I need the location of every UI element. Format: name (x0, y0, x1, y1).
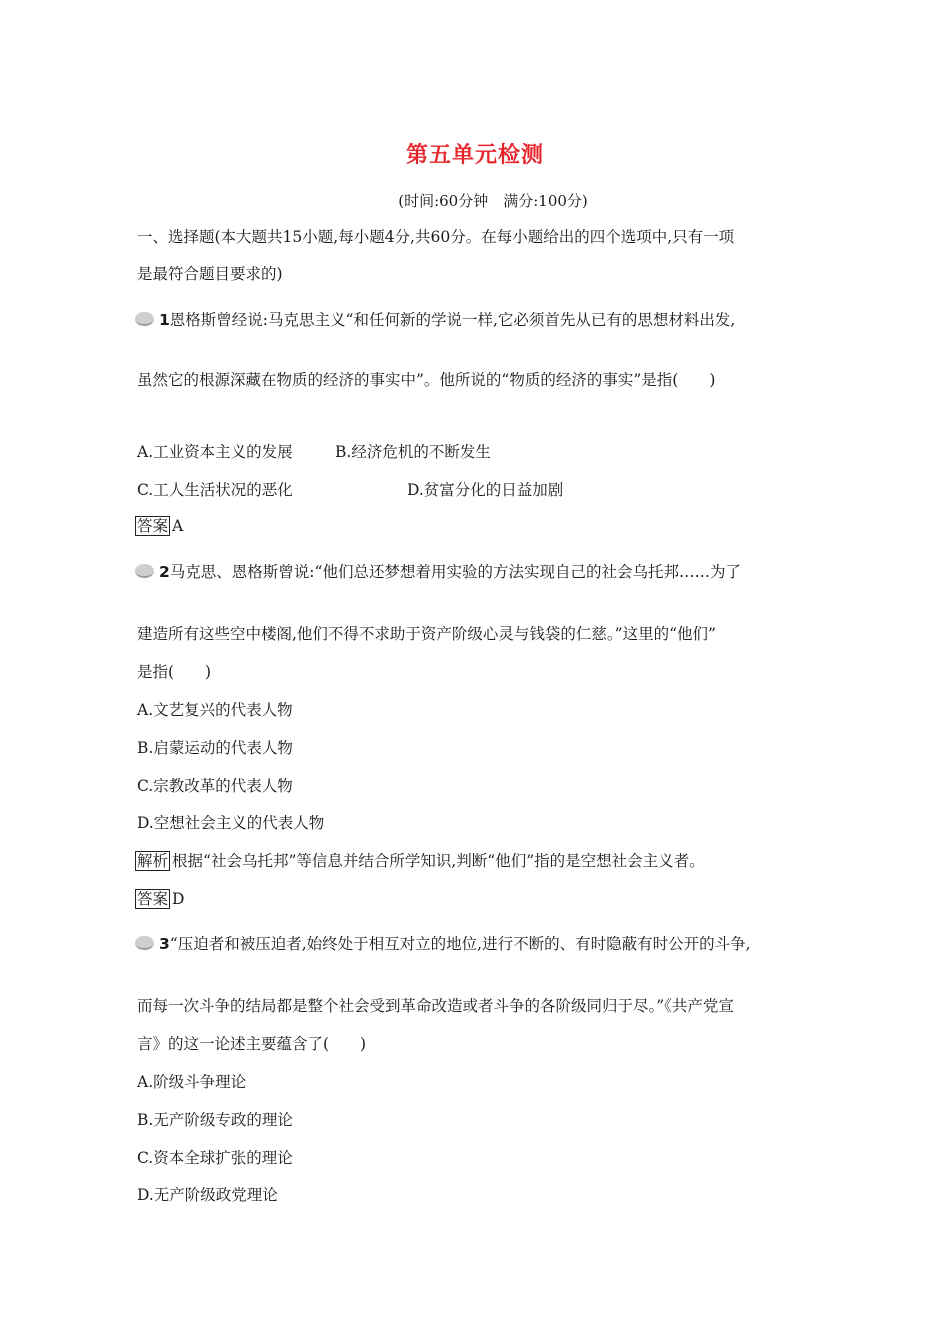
answer-value: D (172, 890, 185, 908)
question-1-option-d: D.贫富分化的日益加剧 (407, 481, 564, 499)
question-2-option-b: B.启蒙运动的代表人物 (137, 739, 293, 757)
question-3-option-c: C.资本全球扩张的理论 (137, 1149, 293, 1167)
question-3-option-d: D.无产阶级政党理论 (137, 1186, 278, 1204)
analysis-label: 解析 (137, 852, 169, 870)
analysis-text: 根据“社会乌托邦”等信息并结合所学知识,判断“他们”指的是空想社会主义者。 (172, 852, 705, 870)
question-2-stem-line2: 建造所有这些空中楼阁,他们不得不求助于资产阶级心灵与钱袋的仁慈。”这里的“他们” (137, 625, 716, 643)
page-title: 第五单元检测 (405, 143, 544, 168)
section-heading-line2: 是最符合题目要求的) (137, 265, 283, 283)
question-number: 3 (159, 935, 170, 953)
question-1-stem-line2: 虽然它的根源深藏在物质的经济的事实中”。他所说的“物质的经济的事实”是指( ) (137, 371, 716, 389)
question-2-option-a: A.文艺复兴的代表人物 (137, 701, 293, 719)
question-3-stem-line3: 言》的这一论述主要蕴含了( ) (137, 1035, 367, 1053)
question-1-option-b: B.经济危机的不断发生 (335, 443, 491, 461)
question-2-option-d: D.空想社会主义的代表人物 (137, 814, 325, 832)
question-2-analysis (135, 851, 705, 871)
question-marker-icon (135, 312, 155, 326)
question-text: 马克思、恩格斯曾说:“他们总还梦想着用实验的方法实现自己的社会乌托邦……为了 (169, 563, 741, 581)
question-3-stem (135, 934, 751, 954)
question-3-option-a: A.阶级斗争理论 (137, 1073, 247, 1091)
question-3-option-b: B.无产阶级专政的理论 (137, 1111, 293, 1129)
section-heading-line1: 一、选择题(本大题共15小题,每小题4分,共60分。在每小题给出的四个选项中,只有一项 (137, 228, 735, 246)
question-text: “压迫者和被压迫者,始终处于相互对立的地位,进行不断的、有时隐蔽有时公开的斗争, (169, 935, 751, 953)
question-3-stem-line2: 而每一次斗争的结局都是整个社会受到革命改造或者斗争的各阶级同归于尽。”《共产党宣 (137, 997, 734, 1015)
question-number: 2 (159, 563, 170, 581)
question-marker-icon (135, 936, 155, 950)
question-marker-icon (135, 564, 155, 578)
question-2-option-c: C.宗教改革的代表人物 (137, 777, 293, 795)
exam-info: (时间:60分钟 满分:100分) (398, 192, 588, 210)
answer-label: 答案 (137, 890, 169, 908)
question-number: 1 (159, 311, 170, 329)
answer-label: 答案 (137, 517, 169, 535)
question-text: 恩格斯曾经说:马克思主义“和任何新的学说一样,它必须首先从已有的思想材料出发, (169, 311, 736, 329)
question-2-stem-line3: 是指( ) (137, 663, 212, 681)
question-1-option-a: A.工业资本主义的发展 (137, 443, 293, 461)
question-1-answer (135, 516, 183, 536)
answer-value: A (172, 517, 184, 535)
question-1-stem (135, 310, 735, 330)
question-2-stem (135, 562, 741, 582)
question-2-answer (135, 889, 184, 909)
question-1-option-c: C.工人生活状况的恶化 (137, 481, 293, 499)
